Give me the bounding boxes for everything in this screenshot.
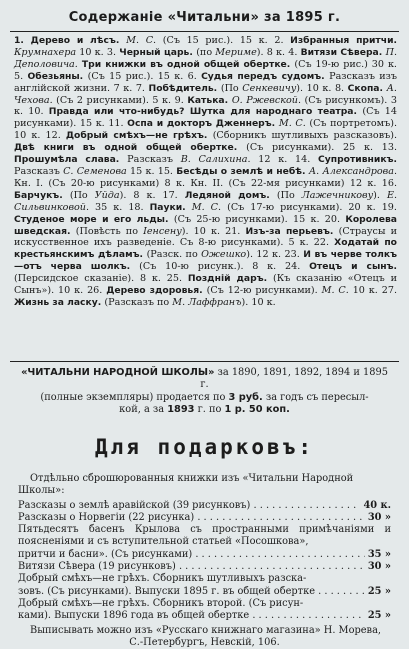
gift-item-last-line <box>18 610 391 622</box>
gift-item <box>18 573 391 598</box>
contents-entry-title: И въ черве толкъ—отъ черва шолкъ. <box>14 249 397 273</box>
offer-price-full: 3 руб. <box>228 391 263 403</box>
contents-entry-text: ). 10 к. <box>241 296 276 308</box>
offer-journal-name: «ЧИТАЛЬНИ НАРОДНОЙ ШКОЛЫ» <box>21 367 215 378</box>
contents-entry-title: Оспа и докторъ Дженнеръ. <box>127 118 279 130</box>
contents-entry-text: (По <box>220 82 243 94</box>
contents-entry-text: (Съ портретомъ). 10 к. 12. <box>14 118 397 142</box>
contents-entry-title: Правда или что-нибудь? Шутка для народнаго театра. <box>48 106 363 118</box>
contents-entry-text: (Повѣсть по <box>75 225 144 237</box>
contents-entry-author: Сенкевичу <box>242 82 297 94</box>
contents-entry-text: (Съ 12-ю рисунками). <box>206 285 322 297</box>
offer-text-3: г. по <box>194 404 225 416</box>
contents-entry-text: (Разсказъ по <box>104 296 173 308</box>
contents-entry-title: Обезьяны. <box>27 70 88 82</box>
offer-text: (полные экземпляры) продается по <box>40 391 229 403</box>
offer-year-1893: 1893 <box>167 404 195 416</box>
gift-item-text: притчи и басни». (Съ рисунками) . . . <box>18 549 365 561</box>
contents-entry-title: Дерево здоровья. <box>106 285 207 297</box>
gift-item-text: Добрый смѣхъ—не грѣхъ. Сборникъ шутливыхъ разска- <box>18 573 307 585</box>
contents-entry-text: (по <box>196 46 216 58</box>
contents-entry-title: Двѣ книги въ одной общей обертке. <box>14 142 247 154</box>
contents-entry-text: 10 к. 27. <box>348 285 397 297</box>
gift-item-text: Добрый смѣхъ—не грѣхъ. Сборникъ второй. (Съ рисун- <box>18 597 304 609</box>
gift-item-price: 25 » <box>367 585 391 597</box>
contents-list <box>10 32 399 361</box>
gift-item-price: 30 » <box>367 511 391 523</box>
contents-entry-text: ). 12 к. 23. <box>246 249 304 261</box>
contents-entry-title: Прошумѣла слава. <box>14 154 128 166</box>
contents-entry-text: (Съ 15 рис.). 15 к. 2. <box>156 35 291 46</box>
contents-entry-title: Изъ-за перьевъ. <box>245 225 339 237</box>
contents-entry-text: (По <box>69 189 95 201</box>
gift-item-text: Разсказы о землѣ аравійской (39 рисунковъ) . . . <box>18 500 360 512</box>
gift-item-price: 30 » <box>367 561 391 573</box>
contents-entry-title: Черный царь. <box>119 46 197 58</box>
gift-item-text: Разсказы о Норвегіи (22 рисунка) . . . <box>18 512 365 524</box>
contents-entry-text: (Съ 15 рис.). 15 к. 6. <box>87 70 202 82</box>
order-info <box>10 623 399 649</box>
contents-entry-title: Ледяной домъ. <box>184 189 277 201</box>
contents-entry-author: О. Ржевской <box>231 94 298 106</box>
gifts-list <box>10 500 399 623</box>
contents-entry-text: ). 8 к. 17. <box>119 189 185 201</box>
contents-entry-author: П. Деполовича. <box>14 46 398 70</box>
contents-entry-title: Избранныя притчи. <box>290 35 397 46</box>
contents-entry-text: (Съ 25-ю рисунками). 15 к. 20. <box>173 213 346 225</box>
contents-entry-title: Студеное море и его льды. <box>14 213 174 225</box>
contents-entry-title: Супротивникъ. <box>318 154 397 166</box>
page-title: Содержаніе «Читальни» за 1895 г. <box>68 10 341 25</box>
contents-entry-text: (Къ сказанію «Отецъ и Сынъ»). 10 к. 26. <box>14 273 397 297</box>
contents-entry-title: Скопа. <box>347 82 387 94</box>
gift-item <box>18 500 391 512</box>
contents-entry-text: (Съ 10-ю рисунк.). 8 к. 24. <box>139 261 310 273</box>
gift-item-text: Витязи Сѣвера (19 рисунковъ) . . . <box>18 561 365 573</box>
contents-entry-text: (Съ 17-ю рисунками). 20 к. 19. <box>221 201 397 213</box>
gift-item <box>18 561 391 573</box>
contents-entry-author: А. Александрова <box>308 165 394 177</box>
contents-entry-title: Побѣдитель. <box>148 82 221 94</box>
contents-entry-text: (Сборникъ шутливыхъ разсказовъ). <box>212 130 397 142</box>
contents-entry-title: Королева шведская. <box>14 213 397 237</box>
contents-entry-text: ). 10 к. 8. <box>296 82 348 94</box>
gift-item <box>18 524 391 561</box>
contents-entry-text: (Съ 19-ю рис.) 30 к. 5. <box>14 58 397 82</box>
contents-entry-title: Жизнь за ласку. <box>14 296 105 308</box>
order-address-line: Выписывать можно изъ «Русскаго книжнаго магазина» Н. Морева, <box>30 624 382 636</box>
contents-entry-title: Бесѣды о землѣ и небѣ. <box>176 165 309 177</box>
contents-entry-author: М. С. <box>126 35 157 46</box>
contents-entry-text: . 35 к. 18. <box>85 201 150 213</box>
contents-entry-text: Разсказъ <box>14 165 64 177</box>
contents-entry-text: (Съ рисунками). 25 к. 13. <box>246 142 397 154</box>
contents-entry-author: Уйда <box>94 189 120 201</box>
gift-item-price: 25 » <box>367 610 391 622</box>
contents-entry-author: М. Лаффранъ <box>172 296 242 308</box>
offer-shipping: за годъ съ пересыл- <box>262 391 369 403</box>
gift-item <box>18 512 391 524</box>
contents-entry-text: 10 к. 3. <box>76 46 120 58</box>
contents-entry-text: (Страусы и искусственное ихъ разведеніе. Съ 8-ю рисунками). 5 к. 22. <box>14 225 397 249</box>
order-city-line: С.-Петербургъ, Невскій, 106. <box>129 636 280 648</box>
gift-item-last-line <box>18 586 391 598</box>
contents-entry-text: . (Съ рисункомъ). 3 к. 10. <box>14 94 397 118</box>
contents-entry-title: Три книжки въ одной общей обертке. <box>77 58 295 70</box>
contents-entry-text: 15 к. 15. <box>126 165 177 177</box>
contents-entry-author: М. С. <box>278 118 306 130</box>
contents-entry-text: (Персидское сказаніе). 8 к. 25. <box>14 273 188 285</box>
contents-entry-author: А. Чехова <box>14 82 397 106</box>
contents-entry-title: Поздній даръ. <box>187 273 274 285</box>
offer-years: за 1890, 1891, 1892, 1894 и 1895 г. <box>200 367 388 391</box>
contents-entry-author: Крумнахера <box>14 46 77 58</box>
gift-item-text: ками). Выпуски 1896 года въ общей обертке . . . <box>18 610 365 622</box>
contents-entry-title: Судья передъ судомъ. <box>201 70 330 82</box>
contents-entry-text: Разсказъ <box>127 154 181 166</box>
contents-entry-text: ). 10 к. 21. <box>181 225 246 237</box>
contents-entry-author: М. С. <box>191 201 222 213</box>
contents-entry-text: . Кн. I. (Съ 20-ю рисунками) 8 к. Кн. II. (Съ 22-мя рисунками) 12 к. 16. <box>14 165 397 189</box>
contents-entry-title: Катька. <box>187 94 232 106</box>
gift-item-text: зовъ. (Съ рисунками). Выпуски 1895 г. въ общей обертке . . . <box>18 586 365 598</box>
contents-entry-text: (Съ 14 рисунками). 15 к. 11. <box>14 106 397 130</box>
contents-entry-text: Разсказъ изъ англійской жизни. 7 к. 7. <box>14 70 397 94</box>
contents-entry-author: Лажечникову <box>301 189 374 201</box>
contents-entry-text: (Разск. по <box>146 249 202 261</box>
gifts-heading: Для подарковъ: <box>94 435 314 459</box>
contents-entry-author: Іенсену <box>143 225 182 237</box>
contents-entry-title: 1. Дерево и лѣсъ. <box>14 35 127 46</box>
contents-entry-title: Барчукъ. <box>14 189 70 201</box>
contents-entry-title: Отецъ и сынъ. <box>309 261 397 273</box>
contents-entry-author: Е. Сильвинковой <box>14 189 397 213</box>
contents-entry-author: Ожешко <box>201 249 247 261</box>
subscription-offer <box>10 362 399 416</box>
offer-price-1893: 1 р. 50 коп. <box>224 404 290 416</box>
contents-entry-title: Пауки. <box>149 201 192 213</box>
contents-entry-author: В. Салихина <box>180 154 248 166</box>
contents-entry-text: . (Съ 2 рисунками). 5 к. 9. <box>49 94 188 106</box>
contents-entry-title: Добрый смѣхъ—не грѣхъ. <box>65 130 213 142</box>
gift-item <box>18 598 391 623</box>
gifts-intro: Отдѣльно сброшюрованныя книжки изъ «Читальни Народной Школы»: <box>18 473 354 497</box>
offer-text-2: кой, а за <box>119 404 168 416</box>
contents-entry-title: Ходатай по крестьянскимъ дѣламъ. <box>14 237 397 261</box>
contents-entry-text: . 12 к. 14. <box>247 154 319 166</box>
gift-item-last-line <box>18 549 391 561</box>
contents-entry-title: Витязи Сѣвера. <box>300 46 386 58</box>
contents-entry-text: ). <box>373 189 387 201</box>
contents-entry-author: С. Семенова <box>63 165 127 177</box>
contents-entry-author: М. С. <box>321 285 349 297</box>
contents-entry-text: (По <box>276 189 302 201</box>
gift-item-price: 35 » <box>367 548 391 560</box>
gift-item-text: Пятьдесятъ басенъ Крылова съ пространными примѣчаніями и поясненіями и съ вступительной статьей «Посошкова», <box>18 524 391 548</box>
gift-item-price: 40 к. <box>363 499 391 511</box>
contents-entry-author: Мериме <box>215 46 257 58</box>
contents-entry-text: ). 8 к. 4. <box>256 46 301 58</box>
